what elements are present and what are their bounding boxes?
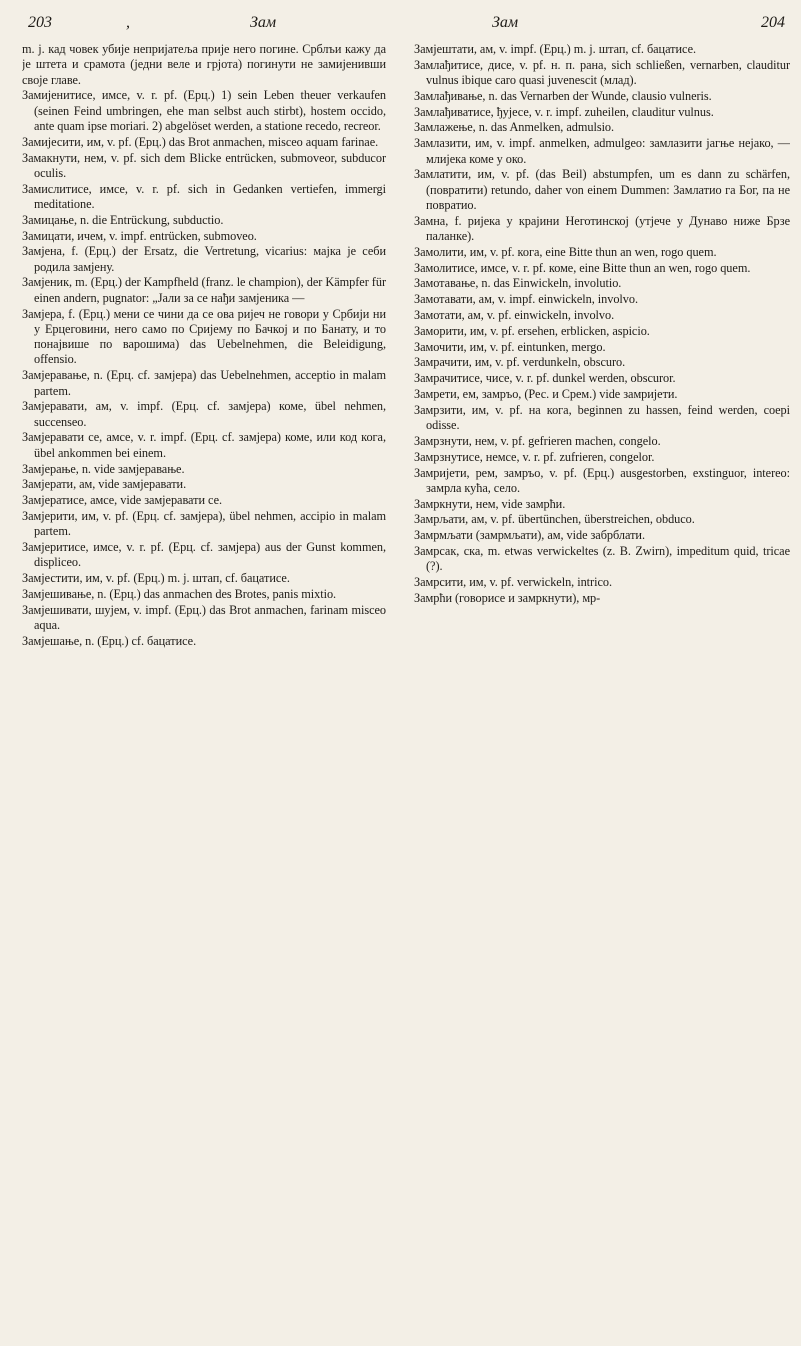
dictionary-entry: Замолитисе, имсе, v. r. pf. коме, eine Bitte thun an wen, rogo quem. (414, 260, 751, 275)
dictionary-entry: Замрзнутисе, немсе, v. r. pf. zufrieren, congelor. (414, 449, 655, 464)
dictionary-entry: Замлађитисе, диcе, v. pf. н. п. рана, sich schließen, vernarben, clauditur vulnus ibique caro quasi juvenescit (млад). (414, 57, 790, 88)
dictionary-entry: Замјешивати, шујем, v. impf. (Ерц.) das Brot anmachen, farinam misceo aqua. (22, 602, 386, 632)
dictionary-entry: Замакнути, нем, v. pf. sich dem Blicke entrücken, submoveor, subducor oculis. (22, 150, 386, 180)
dictionary-entry: Замијенитисе, имсе, v. r. pf. (Ерц.) 1) sein Leben theuer verkaufen (seinen Feind umbringen, ehe man selbst auch stirbt), hostem occido, ante quam ipse moriari. 2) abgelöset werden, a statione recedo, recreor. (22, 88, 386, 133)
dictionary-entry: Замислитисе, имсе, v. r. pf. sich in Gedanken vertiefen, immergi meditatione. (22, 181, 386, 211)
dictionary-entry: Замјерити, им, v. pf. (Ерц. cf. замјера), übel nehmen, accipio in malam partem. (22, 508, 386, 539)
dictionary-entry: Замлађиватисе, ђујесе, v. r. impf. zuheilen, clauditur vulnus. (414, 104, 714, 119)
running-header (22, 6, 791, 40)
dictionary-entry: Замјеравање, n. (Ерц. cf. замјера) das Uebelnehmen, acceptio in malam partem. (22, 368, 386, 398)
dictionary-entry: Замрсити, им, v. pf. verwickeln, intrico. (414, 575, 612, 590)
page-number-left: 203 (28, 14, 52, 31)
dictionary-entry: m. j. кад човек убије непријатеља прије него погине. Срблъи кажу да је штета и срамота (једни веле и грјота) погинути не замијенивши своје главе. (22, 42, 386, 87)
running-headword-left: Зам (250, 14, 277, 31)
dictionary-entry: Замолити, им, v. pf. кога, eine Bitte thun an wen, rogo quem. (414, 244, 717, 259)
dictionary-entry: Замјена, f. (Ерц.) der Ersatz, die Vertretung, vicarius: мајка је себи родила замјену. (22, 244, 386, 274)
dictionary-entry: Замрачитисе, чисе, v. r. pf. dunkel werden, obscuror. (414, 371, 676, 386)
running-headword-right: Зам (492, 14, 519, 31)
dictionary-entry: Замлазити, им, v. impf. anmelken, admulgeo: замлазити јагње нејако, — млијека коме у око. (414, 136, 790, 166)
dictionary-entry: Замотати, ам, v. pf. einwickeln, involvo. (414, 308, 615, 323)
dictionary-entry: Замјеритисе, имсе, v. r. pf. (Ерц. cf. замјера) aus der Gunst kommen, displiceo. (22, 540, 386, 570)
dictionary-entry: Замрзнути, нем, v. pf. gefrieren machen, congelo. (414, 433, 661, 448)
dictionary-entry: Замрљати, ам, v. pf. übertünchen, überstreichen, obduco. (414, 512, 695, 527)
dictionary-entry: Замотавати, ам, v. impf. einwickeln, involvo. (414, 292, 639, 307)
dictionary-entry: Замјештати, ам, v. impf. (Ерц.) m. j. штап, cf. бацатисе. (414, 42, 697, 56)
dictionary-columns (22, 42, 791, 1338)
dictionary-entry: Замрсак, ска, m. etwas verwickeltes (z. B. Zwirn), impeditum quid, tricae (?). (414, 544, 790, 574)
dictionary-entry: Замицање, n. die Entrückung, subductio. (22, 212, 224, 227)
dictionary-entry: Замрети, ем, замръо, (Рес. и Срем.) vide замријети. (414, 387, 678, 402)
left-column (22, 42, 386, 1338)
dictionary-entry: Замјера, f. (Ерц.) мени се чини да се ова ријеч не говори у Србији ни у Ерцеговини, него само по Сријему по Бачкој и по Банату, и то понајвише по варошима) das Uebelnehmen, die Beleidigung, offensio. (22, 306, 386, 367)
dictionary-entry: Замјерати, ам, vide замјеравати. (22, 477, 187, 492)
dictionary-entry: Замијесити, им, v. pf. (Ерц.) das Brot anmachen, misceo aquam farinae. (22, 134, 379, 149)
dictionary-entry: Замјешивање, n. (Ерц.) das anmachen des Brotes, panis mixtio. (22, 586, 337, 601)
dictionary-entry: Замочити, им, v. pf. eintunken, mergo. (414, 339, 606, 354)
dictionary-entry: Замлатити, им, v. pf. (das Beil) abstumpfen, um es dann zu schärfen, (повратити) retundo, daher von einem Dummen: Замлатио га Бог, па не повратио. (414, 167, 790, 212)
dictionary-entry: Замотавање, n. das Einwickeln, involutio. (414, 276, 622, 291)
dictionary-entry: Замјератисе, амсе, vide замјеравати се. (22, 493, 223, 508)
dictionary-entry: Замрмљати (замрмљати), ам, vide забрблати. (414, 528, 645, 543)
right-column (414, 42, 790, 1338)
dictionary-entry: Замрачити, им, v. pf. verdunkeln, obscuro. (414, 355, 626, 370)
header-mark: , (126, 14, 130, 31)
dictionary-entry: Заморити, им, v. pf. ersehen, erblicken, aspicio. (414, 323, 650, 338)
dictionary-entry: Замјешање, n. (Ерц.) cf. бацатисе. (22, 633, 197, 648)
dictionary-entry: Замлађивање, n. das Vernarben der Wunde, clausio vulneris. (414, 88, 712, 103)
dictionary-entry: Замјеравати, ам, v. impf. (Ерц. cf. замјера) коме, übel nehmen, succenseo. (22, 399, 386, 429)
dictionary-entry: Замркнути, нем, vide замрћи. (414, 496, 566, 511)
dictionary-entry: Замјерање, n. vide замјеравање. (22, 461, 185, 476)
page-number-right: 204 (761, 14, 785, 31)
dictionary-entry: Замна, f. ријека у крајини Неготинској (утјече у Дунаво ниже Брзе паланке). (414, 213, 790, 244)
dictionary-entry: Замријети, рем, замръо, v. pf. (Ерц.) ausgestorben, exstinguor, intereo: замрла кућа, село. (414, 465, 790, 495)
dictionary-entry: Замрзити, им, v. pf. на кога, beginnen zu hassen, feind werden, coepi odisse. (414, 402, 790, 433)
dictionary-entry: Замицати, ичем, v. impf. entrücken, submoveo. (22, 228, 257, 243)
dictionary-entry: Замлажење, n. das Anmelken, admulsio. (414, 120, 615, 135)
dictionary-entry: Замрћи (говорисе и замркнути), мр- (414, 590, 601, 605)
dictionary-entry: Замјеник, m. (Ерц.) der Kampfheld (franz. le champion), der Kämpfer für einen andern, pugnator: „Јали за се нађи замјеника — (22, 275, 386, 305)
dictionary-entry: Замјестити, им, v. pf. (Ерц.) m. j. штап, cf. бацатисе. (22, 571, 290, 586)
dictionary-entry: Замјеравати се, амсе, v. r. impf. (Ерц. cf. замјера) коме, или код кога, übel ankommen bei einem. (22, 430, 386, 460)
